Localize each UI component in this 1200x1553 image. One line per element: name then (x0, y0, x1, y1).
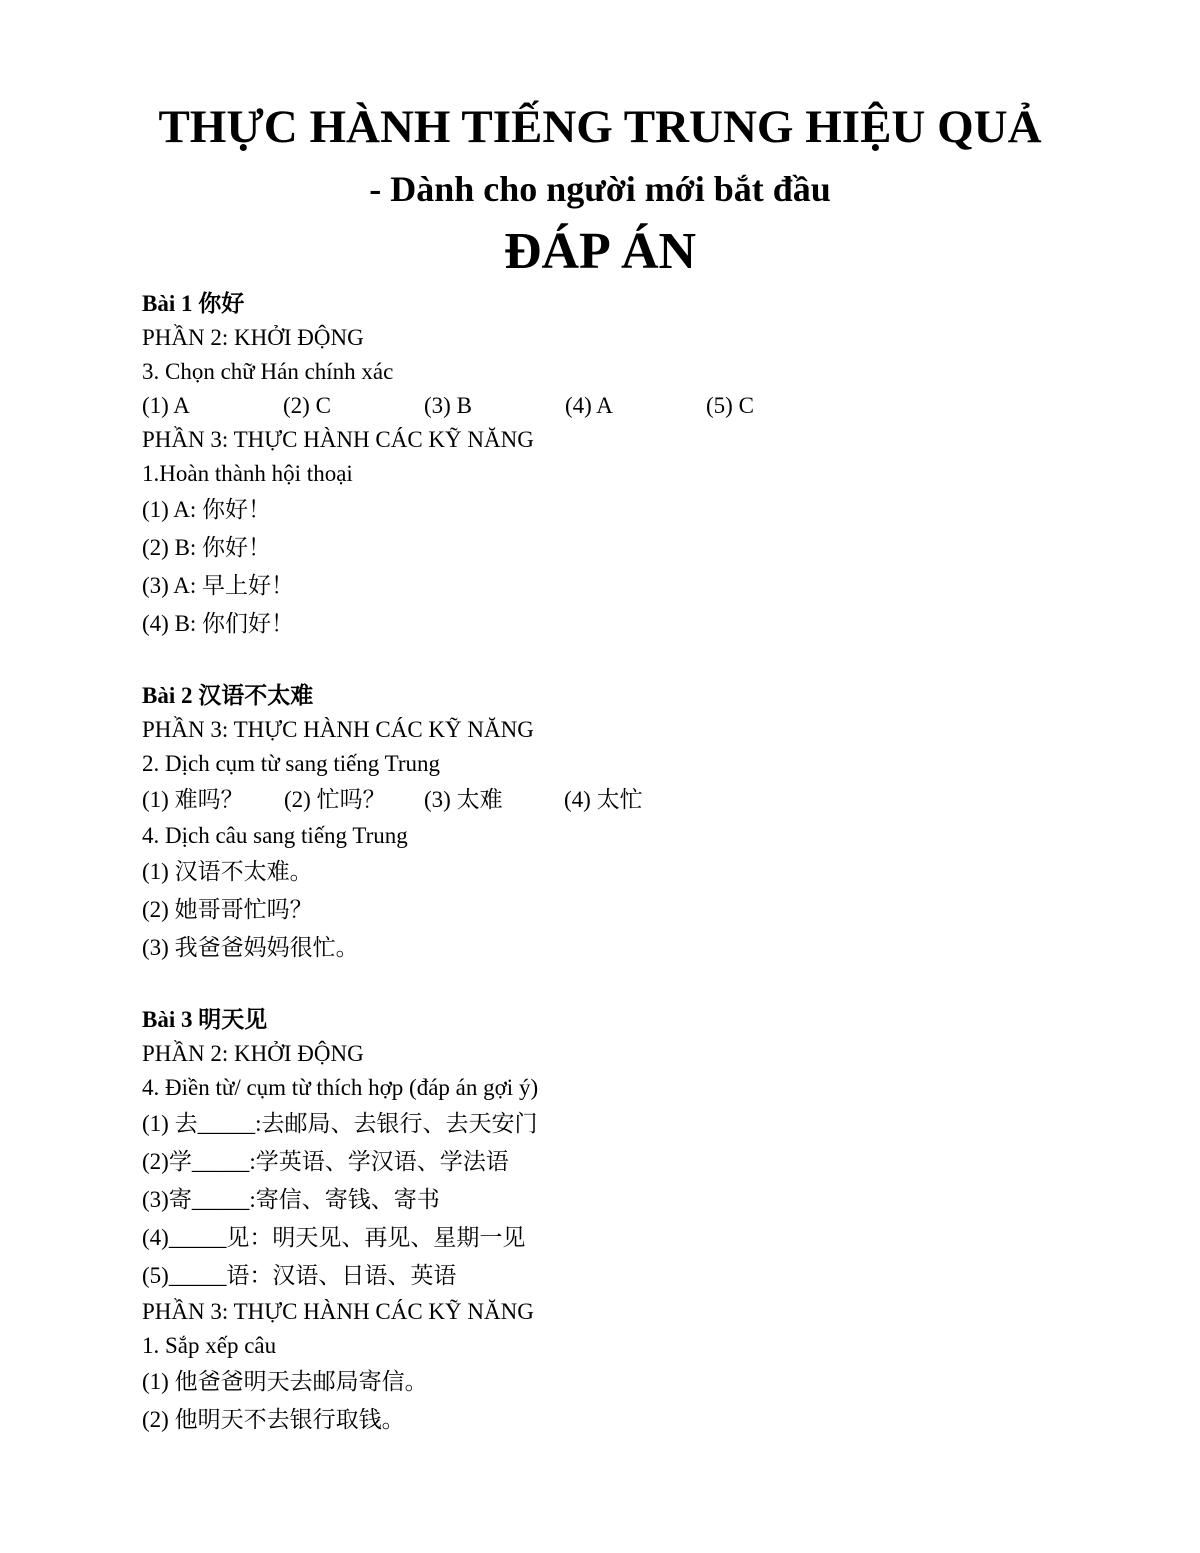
lesson-1-exercise-3-answers (142, 389, 1142, 423)
answer-line: (4) B: 你们好！ (142, 611, 295, 636)
answer-item: (3) B (424, 393, 472, 418)
lesson-2-exercise-4: 4. Dịch câu sang tiếng Trung (142, 823, 408, 848)
answer-item: (3) 太难 (424, 787, 503, 812)
answer-item: (4) 太忙 (564, 787, 643, 812)
answer-item: (1) 难吗？ (142, 787, 244, 812)
lesson-3-exercise-4: 4. Điền từ/ cụm từ thích hợp (đáp án gợi ý) (142, 1075, 539, 1100)
answer-line: (1) A: 你好！ (142, 497, 272, 522)
answer-line: (2) 她哥哥忙吗？ (142, 897, 313, 922)
lesson-3-part-3: PHẦN 3: THỰC HÀNH CÁC KỸ NĂNG (142, 1299, 534, 1324)
answer-line: (1) 去_____:去邮局、去银行、去天安门 (142, 1111, 538, 1136)
answer-key-heading: ĐÁP ÁN (503, 223, 697, 280)
lesson-1-part-2: PHẦN 2: KHỞI ĐỘNG (142, 325, 364, 350)
answer-item: (1) A (142, 393, 190, 418)
lesson-2-title: Bài 2 汉语不太难 (142, 683, 314, 708)
answer-line: (4)_____见：明天见、再见、星期一见 (142, 1225, 526, 1250)
answer-line: (3)寄_____:寄信、寄钱、寄书 (142, 1187, 440, 1212)
answer-item: (4) A (565, 393, 613, 418)
lesson-1-exercise-1: 1.Hoàn thành hội thoại (142, 461, 353, 486)
lesson-1-part-3: PHẦN 3: THỰC HÀNH CÁC KỸ NĂNG (142, 427, 534, 452)
answer-line: (5)_____语：汉语、日语、英语 (142, 1263, 457, 1288)
lesson-1-title: Bài 1 你好 (142, 291, 245, 316)
lesson-2-exercise-2: 2. Dịch cụm từ sang tiếng Trung (142, 751, 441, 776)
answer-line: (1) 他爸爸明天去邮局寄信。 (142, 1369, 428, 1394)
lesson-3-title: Bài 3 明天见 (142, 1007, 268, 1032)
answer-item: (2) 忙吗？ (284, 787, 386, 812)
document-subtitle: - Dành cho người mới bắt đầu (369, 169, 831, 209)
lesson-2-exercise-2-answers (142, 781, 1142, 819)
lesson-1-exercise-3: 3. Chọn chữ Hán chính xác (142, 359, 394, 384)
answer-line: (2) 他明天不去银行取钱。 (142, 1407, 405, 1432)
answer-line: (2) B: 你好！ (142, 535, 272, 560)
answer-line: (2)学_____:学英语、学汉语、学法语 (142, 1149, 509, 1174)
answer-line: (3) A: 早上好！ (142, 573, 295, 598)
answer-line: (3) 我爸爸妈妈很忙。 (142, 935, 359, 960)
answer-item: (2) C (283, 393, 331, 418)
answer-content (142, 287, 1142, 1439)
lesson-3-part-2: PHẦN 2: KHỞI ĐỘNG (142, 1041, 364, 1066)
lesson-3-exercise-1: 1. Sắp xếp câu (142, 1333, 277, 1358)
answer-line: (1) 汉语不太难。 (142, 859, 313, 884)
document-title: THỰC HÀNH TIẾNG TRUNG HIỆU QUẢ (158, 101, 1042, 153)
answer-item: (5) C (706, 393, 754, 418)
lesson-2-part-3: PHẦN 3: THỰC HÀNH CÁC KỸ NĂNG (142, 717, 534, 742)
